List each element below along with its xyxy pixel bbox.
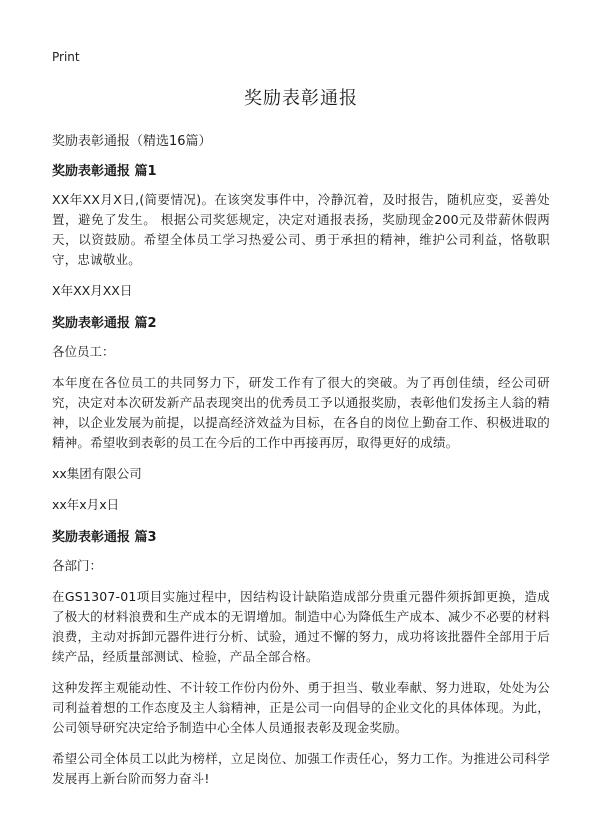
section-2-signature: xx集团有限公司: [52, 466, 142, 481]
section-2-paragraph: 本年度在各位员工的共同努力下，研发工作有了很大的突破。为了再创佳绩，经公司研究，决定对本次研发新产品表现突出的优秀员工予以通报奖励，表彰他们发扬主人翁的精神，以企业发展为前提，以提高经济效益为目标，在各自的岗位上勤奋工作、积极进取的精神。希望收到表彰的员工在今后的工作中再接再厉，取得更好的成绩。: [52, 375, 550, 450]
section-1-paragraph: XX年XX月X日,(简要情况)。在该突发事件中，冷静沉着，及时报告，随机应变，妥善处置，避免了发生。 根据公司奖惩规定，决定对通报表扬，奖励现金200元及带薪休假两天，以资鼓励。希望全体员工学习热爱公司、勇于承担的精神，维护公司利益，恪敬职守，忠诚敬业。: [52, 192, 550, 267]
section-2-date: xx年x月x日: [52, 497, 120, 512]
document-subtitle: 奖励表彰通报（精选16篇）: [52, 134, 212, 149]
section-heading-1: 奖励表彰通报 篇1: [52, 164, 157, 179]
print-link[interactable]: Print: [52, 50, 80, 64]
section-3-paragraph-3: 希望公司全体员工以此为榜样，立足岗位、加强工作责任心，努力工作。为推进公司科学发展再上新台阶而努力奋斗!: [52, 751, 550, 786]
section-heading-3: 奖励表彰通报 篇3: [52, 530, 157, 545]
section-2-salutation: 各位员工：: [52, 344, 115, 359]
document-title: 奖励表彰通报: [244, 88, 358, 109]
section-3-paragraph-1: 在GS1307-01项目实施过程中，因结构设计缺陷造成部分贵重元器件须拆卸更换，造成了极大的材料浪费和生产成本的无谓增加。制造中心为降低生产成本、减少不必要的材料浪费，主动对拆卸元器件进行分析、试验，通过不懈的努力，成功将该批器件全部用于后续产品，经质量部测试、检验，产品全部合格。: [52, 589, 550, 664]
section-3-salutation: 各部门：: [52, 558, 103, 573]
section-3-paragraph-2: 这种发挥主观能动性、不计较工作份内份外、勇于担当、敬业奉献、努力进取，处处为公司利益着想的工作态度及主人翁精神，正是公司一向倡导的企业文化的具体体现。为此，公司领导研究决定给予制造中心全体人员通报表彰及现金奖励。: [52, 680, 550, 735]
section-1-date: X年XX月XX日: [52, 283, 133, 298]
section-heading-2: 奖励表彰通报 篇2: [52, 316, 157, 331]
